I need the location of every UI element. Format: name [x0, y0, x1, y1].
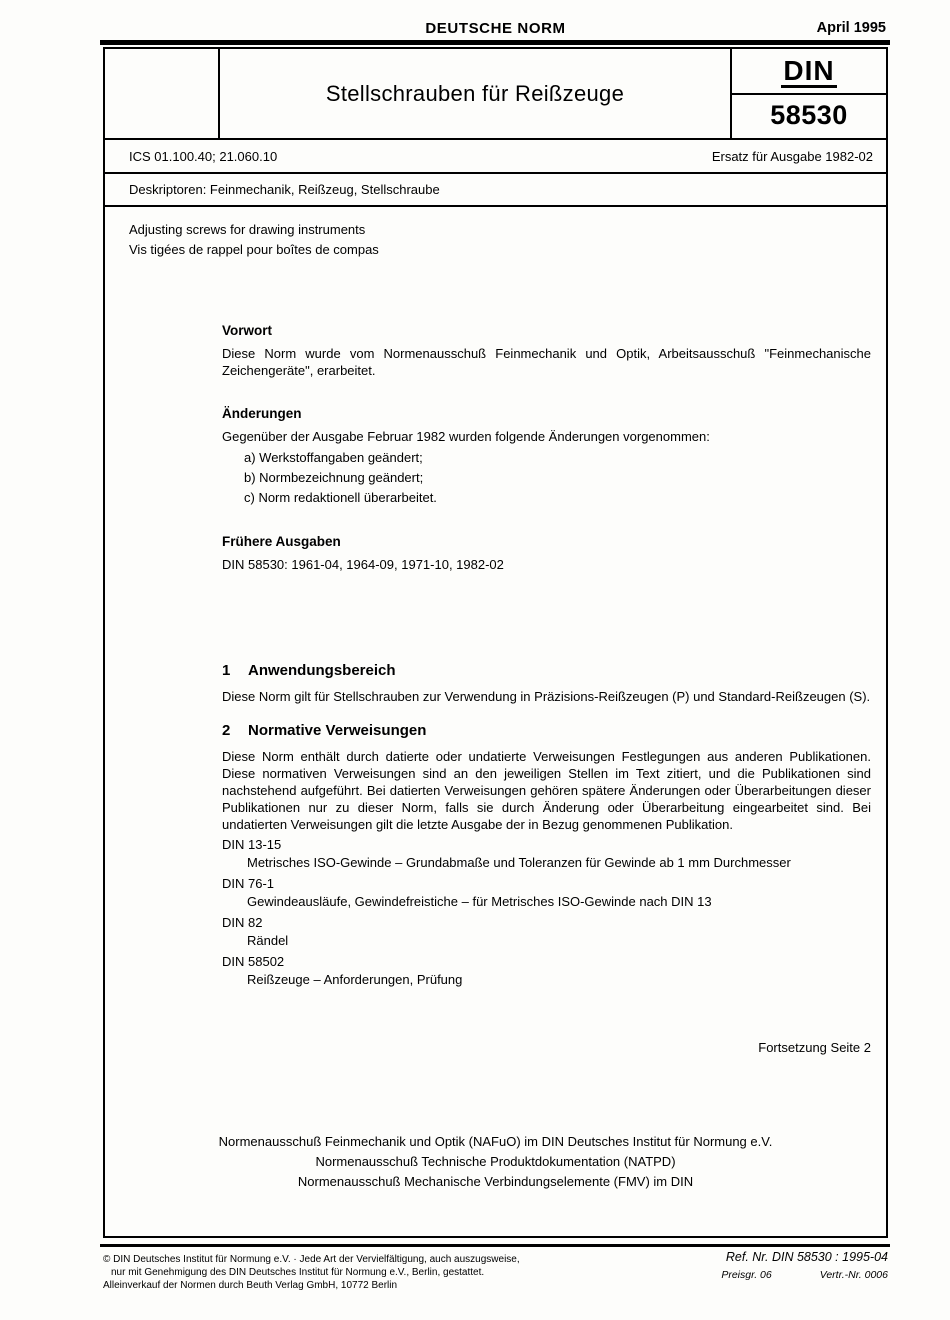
distribution-number: Vertr.-Nr. 0006: [819, 1269, 888, 1281]
reference: [222, 913, 871, 950]
copyright-notice: [103, 1253, 520, 1292]
reference-number-block: [721, 1250, 888, 1281]
copyright-line: nur mit Genehmigung des DIN Deutsches Institut für Normung e.V., Berlin, gestattet.: [111, 1267, 485, 1278]
copyright-line: Alleinverkauf der Normen durch Beuth Verlag GmbH, 10772 Berlin: [103, 1280, 398, 1291]
document-frame: [103, 47, 888, 1238]
copyright-line: © DIN Deutsches Institut für Normung e.V. · Jede Art der Vervielfältigung, auch auszugsweise,: [103, 1254, 520, 1265]
title-french: Vis tigées de rappel pour boîtes de compas: [129, 242, 379, 257]
norm-type-label: DEUTSCHE NORM: [425, 20, 566, 37]
section-1-text: Diese Norm gilt für Stellschrauben zur Verwendung in Präzisions-Reißzeugen (P) und Standard-Reißzeugen (S).: [222, 689, 871, 704]
din-number-block: [730, 49, 886, 138]
din-logo-text: DIN: [781, 56, 836, 88]
content-column: [105, 260, 886, 1056]
din-logo: [732, 49, 886, 95]
reference: [222, 835, 871, 872]
reference-description: Reißzeuge – Anforderungen, Prüfung: [247, 972, 463, 987]
reference: [222, 874, 871, 911]
descriptors: Deskriptoren: Feinmechanik, Reißzeug, Stellschraube: [129, 182, 440, 197]
vorwort-text: Diese Norm wurde vom Normenausschuß Feinmechanik und Optik, Arbeitsausschuß "Feinmechanische Zeichengeräte", erarbeitet.: [222, 346, 871, 378]
aenderungen-intro: Gegenüber der Ausgabe Februar 1982 wurden folgende Änderungen vorgenommen:: [222, 429, 710, 444]
footer-rule: [100, 1244, 890, 1247]
change-item: a) Werkstoffangaben geändert;: [244, 450, 423, 465]
fruehere-heading: Frühere Ausgaben: [222, 534, 341, 549]
committees-block: [105, 1132, 886, 1236]
reference-description: Gewindeausläufe, Gewindefreistiche – für Metrisches ISO-Gewinde nach DIN 13: [247, 894, 712, 909]
committee-line: Normenausschuß Technische Produktdokumentation (NATPD): [315, 1154, 676, 1169]
reference-description: Metrisches ISO-Gewinde – Grundabmaße und Toleranzen für Gewinde ab 1 mm Durchmesser: [247, 855, 791, 870]
document-title: Stellschrauben für Reißzeuge: [325, 80, 625, 106]
title-left-cell: [105, 49, 220, 138]
descriptors-row: [105, 174, 886, 207]
ics-row: [105, 140, 886, 174]
section-title: Anwendungsbereich: [248, 662, 396, 679]
committee-line: Normenausschuß Mechanische Verbindungselemente (FMV) im DIN: [297, 1174, 694, 1189]
section-number: 2: [222, 722, 231, 739]
continuation-note: Fortsetzung Seite 2: [758, 1040, 871, 1055]
vorwort-heading: Vorwort: [222, 323, 272, 338]
translated-titles: [105, 207, 886, 260]
committee-line: Normenausschuß Feinmechanik und Optik (NAFuO) im DIN Deutsches Institut für Normung e.V.: [218, 1134, 773, 1149]
change-item: c) Norm redaktionell überarbeitet.: [244, 490, 437, 505]
price-row: [721, 1269, 888, 1281]
reference-code: DIN 58502: [222, 954, 285, 969]
section-1-heading: [222, 661, 871, 680]
changes-list: [222, 448, 871, 508]
section-number: 1: [222, 662, 231, 679]
issue-date: April 1995: [816, 20, 886, 36]
reference: [222, 952, 871, 989]
fruehere-text: DIN 58530: 1961-04, 1964-09, 1971-10, 1982-02: [222, 557, 504, 572]
section-title: Normative Verweisungen: [248, 722, 427, 739]
section-2-text: Diese Norm enthält durch datierte oder undatierte Verweisungen Festlegungen aus anderen Publikationen. Diese normativen Verweisungen sind an den jeweiligen Stellen im Text zitiert, und die Publikationen sind nachstehend aufgeführt. Bei datierten Verweisungen gehören spätere Änderungen oder Überarbeitungen dieser Publikationen nur zu dieser Norm, falls sie durch Änderung oder Überarbeitung eingearbeitet sind. Bei undatierten Verweisungen gilt die letzte Ausgabe der in Bezug genommenen Publikation.: [222, 749, 871, 832]
reference-description: Rändel: [247, 933, 289, 948]
replacement-note: Ersatz für Ausgabe 1982-02: [711, 148, 873, 164]
page-header: [103, 20, 888, 40]
din-standard-number: 58530: [770, 100, 848, 131]
ref-nr: Ref. Nr. DIN 58530 : 1995-04: [725, 1250, 888, 1264]
header-rule: [100, 40, 890, 45]
reference-code: DIN 76-1: [222, 876, 275, 891]
reference-code: DIN 13-15: [222, 837, 282, 852]
normative-references: [222, 835, 871, 989]
reference-code: DIN 82: [222, 915, 263, 930]
change-item: b) Normbezeichnung geändert;: [244, 470, 424, 485]
title-block: [105, 49, 886, 140]
title-english: Adjusting screws for drawing instruments: [129, 222, 366, 237]
price-group: Preisgr. 06: [721, 1269, 772, 1281]
ics-code: ICS 01.100.40; 21.060.10: [129, 148, 278, 164]
aenderungen-heading: Änderungen: [222, 406, 302, 421]
section-2-heading: [222, 721, 871, 740]
